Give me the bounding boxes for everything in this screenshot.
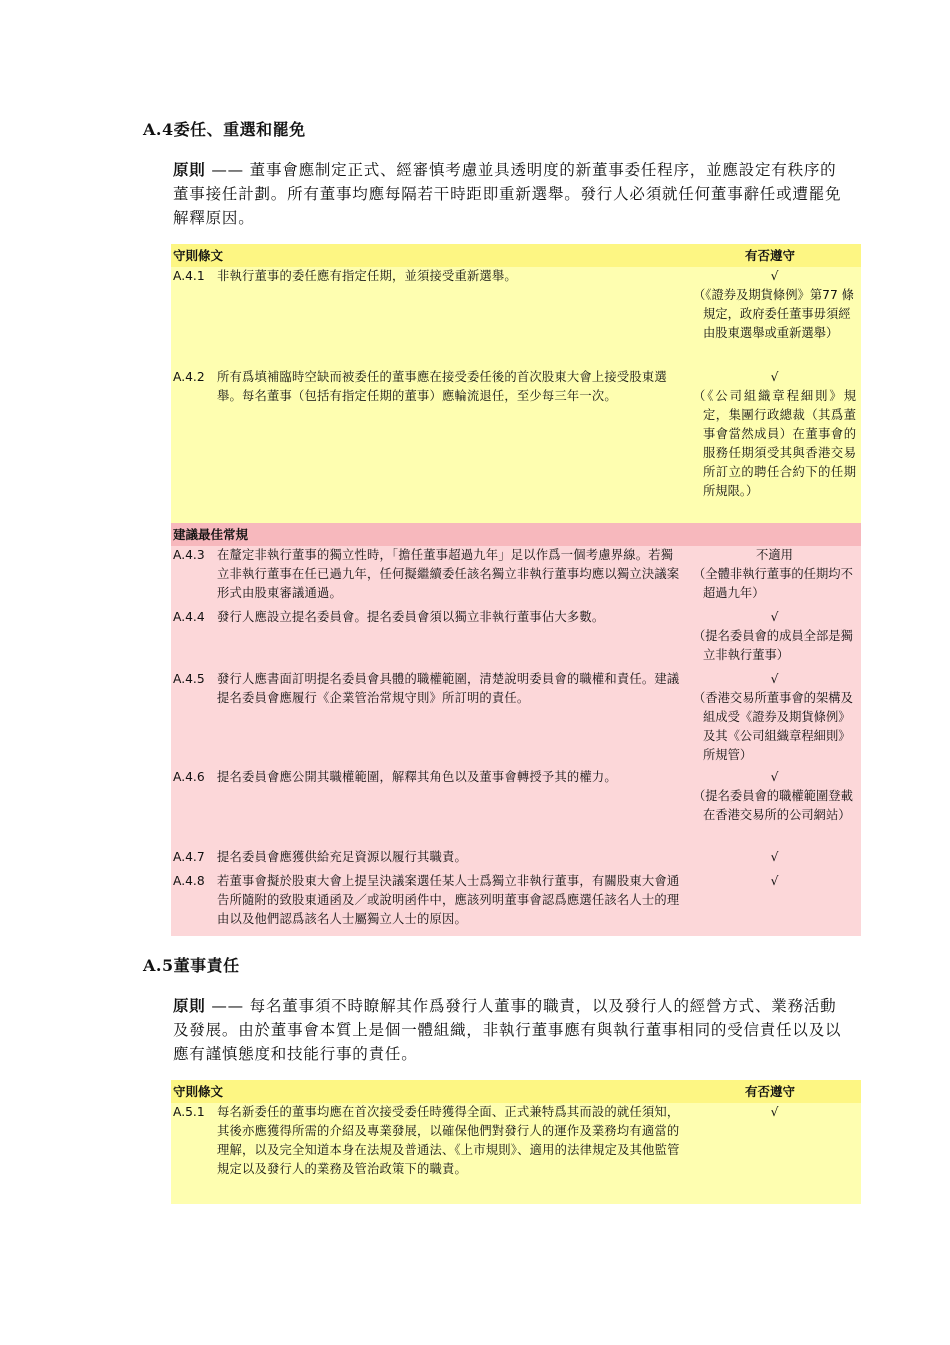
rule-number: A.5.1 xyxy=(173,1105,205,1119)
code-provisions-table-a4 xyxy=(171,244,861,936)
compliance-mark: √ xyxy=(770,672,779,686)
compliance-cell xyxy=(693,1103,856,1122)
principle-label: 原則 xyxy=(173,997,206,1015)
compliance-cell xyxy=(693,267,856,343)
rule-number: A.4.4 xyxy=(173,610,205,624)
principle-label: 原則 xyxy=(173,161,206,179)
compliance-note: （香港交易所董事會的架構及組成受《證券及期貨條例》及其《公司組織章程細則》所規管） xyxy=(693,691,853,762)
compliance-note: （《證券及期貨條例》第77 條規定，政府委任董事毋須經由股東選舉或重新選舉） xyxy=(693,288,854,340)
code-header: 守則條文 xyxy=(173,1084,224,1099)
compliance-mark: 不適用 xyxy=(756,548,793,562)
rule-text: 提名委員會應獲供給充足資源以履行其職責。 xyxy=(217,850,467,864)
compliance-mark: √ xyxy=(770,370,779,384)
rule-number: A.4.1 xyxy=(173,269,205,283)
code-provisions-table-a5 xyxy=(171,1080,861,1204)
table-header-row xyxy=(171,1080,861,1103)
rule-text: 若董事會擬於股東大會上提呈決議案選任某人士爲獨立非執行董事，有關股東大會通告所隨附的致股東通函及／或說明函件中，應該列明董事會認爲應選任該名人士的理由以及他們認爲該名人士屬獨立人士的原因。 xyxy=(217,874,680,926)
section-heading-a5: A.5董事責任 xyxy=(143,956,240,975)
rule-text: 提名委員會應公開其職權範圍，解釋其角色以及董事會轉授予其的權力。 xyxy=(217,770,617,784)
compliance-mark: √ xyxy=(770,770,779,784)
table-row xyxy=(171,546,861,608)
rule-number: A.4.2 xyxy=(173,370,205,384)
compliance-cell xyxy=(693,546,856,603)
compliance-mark: √ xyxy=(770,874,779,888)
compliance-cell xyxy=(693,368,856,501)
best-practice-header-row xyxy=(171,523,861,546)
compliance-mark: √ xyxy=(770,269,779,283)
compliance-header: 有否遵守 xyxy=(745,248,796,263)
compliance-mark: √ xyxy=(770,610,779,624)
compliance-mark: √ xyxy=(770,850,779,864)
compliance-cell xyxy=(693,872,856,891)
table-row xyxy=(171,267,861,368)
rule-text: 發行人應書面訂明提名委員會具體的職權範圍，清楚說明委員會的職權和責任。建議提名委員會應履行《企業管治常規守則》所訂明的責任。 xyxy=(217,672,680,705)
rule-number: A.4.6 xyxy=(173,770,205,784)
table-row xyxy=(171,1103,861,1204)
table-row xyxy=(171,368,861,523)
rule-number: A.4.3 xyxy=(173,548,205,562)
rule-number: A.4.7 xyxy=(173,850,205,864)
table-row xyxy=(171,768,861,848)
table-header-row xyxy=(171,244,861,267)
compliance-note: （提名委員會的職權範圍登載在香港交易所的公司網站） xyxy=(693,789,853,822)
rule-text: 每名新委任的董事均應在首次接受委任時獲得全面、正式兼特爲其而設的就任須知，其後亦應獲得所需的介紹及專業發展，以確保他們對發行人的運作及業務均有適當的理解，以及完全知道本身在法規及普通法、《上市規則》、適用的法律規定及其他監管規定以及發行人的業務及管治政策下的職責。 xyxy=(217,1105,680,1176)
rule-text: 所有爲填補臨時空缺而被委任的董事應在接受委任後的首次股東大會上接受股東選舉。每名董事（包括有指定任期的董事）應輪流退任，至少每三年一次。 xyxy=(217,370,667,403)
rule-text: 發行人應設立提名委員會。提名委員會須以獨立非執行董事佔大多數。 xyxy=(217,610,605,624)
table-row xyxy=(171,872,861,936)
compliance-note: （全體非執行董事的任期均不超過九年） xyxy=(693,567,853,600)
rule-text: 在釐定非執行董事的獨立性時，「擔任董事超過九年」足以作爲一個考慮界線。若獨立非執行董事在任已過九年，任何擬繼續委任該名獨立非執行董事均應以獨立決議案形式由股東審議通過。 xyxy=(217,548,680,600)
principle-a5 xyxy=(173,994,843,1066)
principle-a4 xyxy=(173,158,843,230)
compliance-note: （提名委員會的成員全部是獨立非執行董事） xyxy=(693,629,853,662)
principle-text: —— 董事會應制定正式、經審慎考慮並具透明度的新董事委任程序，並應設定有秩序的董事接任計劃。所有董事均應每隔若干時距即重新選舉。發行人必須就任何董事辭任或遭罷免解釋原因。 xyxy=(173,161,842,227)
compliance-cell xyxy=(693,608,856,665)
compliance-cell xyxy=(693,848,856,867)
rule-number: A.4.5 xyxy=(173,672,205,686)
best-practice-header: 建議最佳常規 xyxy=(173,527,249,542)
rule-number: A.4.8 xyxy=(173,874,205,888)
compliance-cell xyxy=(693,768,856,825)
compliance-note: （《公司組織章程細則》規定，集團行政總裁（其爲董事會當然成員）在董事會的服務任期須受其與香港交易所訂立的聘任合約下的任期所規限。） xyxy=(693,389,856,498)
principle-text: —— 每名董事須不時瞭解其作爲發行人董事的職責，以及發行人的經營方式、業務活動及發展。由於董事會本質上是個一體組織，非執行董事應有與執行董事相同的受信責任以及以應有謹慎態度和技能行事的責任。 xyxy=(173,997,842,1063)
table-row xyxy=(171,670,861,768)
table-row xyxy=(171,608,861,670)
code-header: 守則條文 xyxy=(173,248,224,263)
rule-text: 非執行董事的委任應有指定任期，並須接受重新選舉。 xyxy=(217,269,517,283)
section-heading-a4: A.4委任、重選和罷免 xyxy=(143,120,306,139)
compliance-mark: √ xyxy=(770,1105,779,1119)
compliance-header: 有否遵守 xyxy=(745,1084,796,1099)
table-row xyxy=(171,848,861,872)
compliance-cell xyxy=(693,670,856,765)
